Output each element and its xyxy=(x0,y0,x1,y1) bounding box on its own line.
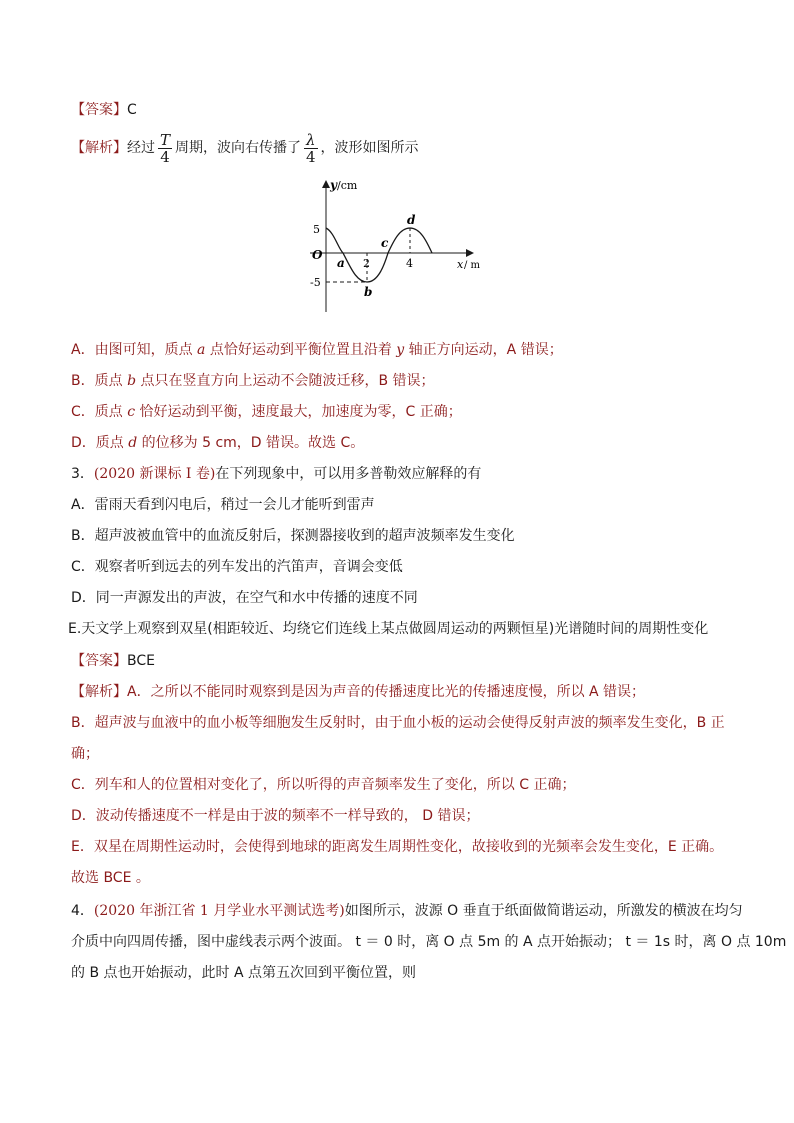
y-axis-unit: /cm xyxy=(337,179,358,192)
y-axis-label: y xyxy=(330,178,337,192)
x-axis-unit: / m xyxy=(464,260,481,271)
question-3-source: (2020 新课标 Ⅰ 卷) xyxy=(93,466,216,482)
point-d-label: d xyxy=(407,213,416,227)
x-tick-2: 2 xyxy=(363,257,370,270)
origin-label: O xyxy=(312,248,323,262)
analysis-text-pre: 经过 xyxy=(127,140,155,156)
question-3-option-c: C．观察者听到远去的列车发出的汽笛声，音调会变低 xyxy=(71,559,403,575)
y-tick-neg5: -5 xyxy=(310,276,321,289)
question-3-option-a: A．雷雨天看到闪电后，稍过一会儿才能听到雷声 xyxy=(71,497,375,513)
fraction-lambda-over-4: $\frac{\lambda}{4}$ xyxy=(306,130,316,166)
point-b-label: b xyxy=(364,285,373,299)
question-4-line-3: 的 B 点也开始振动，此时 A 点第五次回到平衡位置，则 xyxy=(71,965,416,981)
option-a-line: A．由图可知，质点 a 点恰好运动到平衡位置且沿着 y 轴正方向运动，A 错误； xyxy=(71,342,563,358)
question-3-option-d: D．同一声源发出的声波，在空气和水中传播的速度不同 xyxy=(71,590,418,606)
question-3-option-b: B．超声波被血管中的血流反射后，探测器接收到的超声波频率发生变化 xyxy=(71,528,515,544)
answer-label: 【答案】 xyxy=(71,653,127,669)
answer-value: C xyxy=(127,102,137,118)
analysis-3-line-5: D．波动传播速度不一样是由于波的频率不一样导致的， D 错误； xyxy=(71,808,480,824)
analysis-3-line-2: B．超声波与血液中的血小板等细胞发生反射时，由于血小板的运动会使得反射声波的频率发生变化，B 正 xyxy=(71,715,725,731)
answer-value: BCE xyxy=(127,653,155,669)
analysis-3-line-7: 故选 BCE 。 xyxy=(71,870,150,886)
option-d-line: D．质点 d 的位移为 5 cm，D 错误。故选 C。 xyxy=(71,435,365,451)
x-tick-4: 4 xyxy=(406,257,413,270)
question-3-option-e: E.天文学上观察到双星(相距较近、均绕它们连线上某点做圆周运动的两颗恒星)光谱随时间的周期性变化 xyxy=(68,621,709,637)
question-3-stem: 3．(2020 新课标 Ⅰ 卷)在下列现象中，可以用多普勒效应解释的有 xyxy=(71,466,482,482)
x-axis-label: x xyxy=(457,258,464,271)
answer-line-1 xyxy=(71,100,137,120)
wave-curve xyxy=(326,228,432,282)
point-a-label: a xyxy=(337,256,345,270)
analysis-3-line-4: C．列车和人的位置相对变化了，所以听得的声音频率发生了变化，所以 C 正确； xyxy=(71,777,576,793)
wave-figure xyxy=(300,176,490,316)
analysis-3-line-3: 确； xyxy=(71,746,99,762)
y-tick-5: 5 xyxy=(313,223,320,236)
question-4-line-2: 介质中向四周传播，图中虚线表示两个波面。 t ＝ 0 时，离 O 点 5m 的 A 点开始振动； t ＝ 1s 时，离 O 点 10m xyxy=(71,934,787,950)
point-c-label: c xyxy=(381,236,389,250)
question-4-source: (2020 年浙江省 1 月学业水平测试选考) xyxy=(93,903,345,919)
analysis-label: 【解析】 xyxy=(71,140,127,156)
option-b-line: B．质点 b 点只在竖直方向上运动不会随波迁移，B 错误； xyxy=(71,373,435,389)
answer-label: 【答案】 xyxy=(71,102,127,118)
fraction-t-over-4: $\frac{T}{4}$ xyxy=(160,130,171,166)
analysis-text-mid: 周期，波向右传播了 xyxy=(175,140,302,156)
option-c-line: C．质点 c 恰好运动到平衡，速度最大，加速度为零，C 正确； xyxy=(71,404,462,420)
answer-line-3 xyxy=(71,651,155,671)
question-4-line-1: 4．(2020 年浙江省 1 月学业水平测试选考)如图所示，波源 O 垂直于纸面做简谐运动，所激发的横波在均匀 xyxy=(71,903,743,919)
analysis-line-1 xyxy=(71,128,419,168)
analysis-text-post: ，波形如图所示 xyxy=(320,140,419,156)
analysis-3-line-1: 【解析】A．之所以不能同时观察到是因为声音的传播速度比光的传播速度慢，所以 A 错误； xyxy=(71,684,646,700)
analysis-label: 【解析】 xyxy=(71,684,127,700)
analysis-3-line-6: E．双星在周期性运动时，会使得到地球的距离发生周期性变化，故接收到的光频率会发生变化，E 正确。 xyxy=(71,839,724,855)
